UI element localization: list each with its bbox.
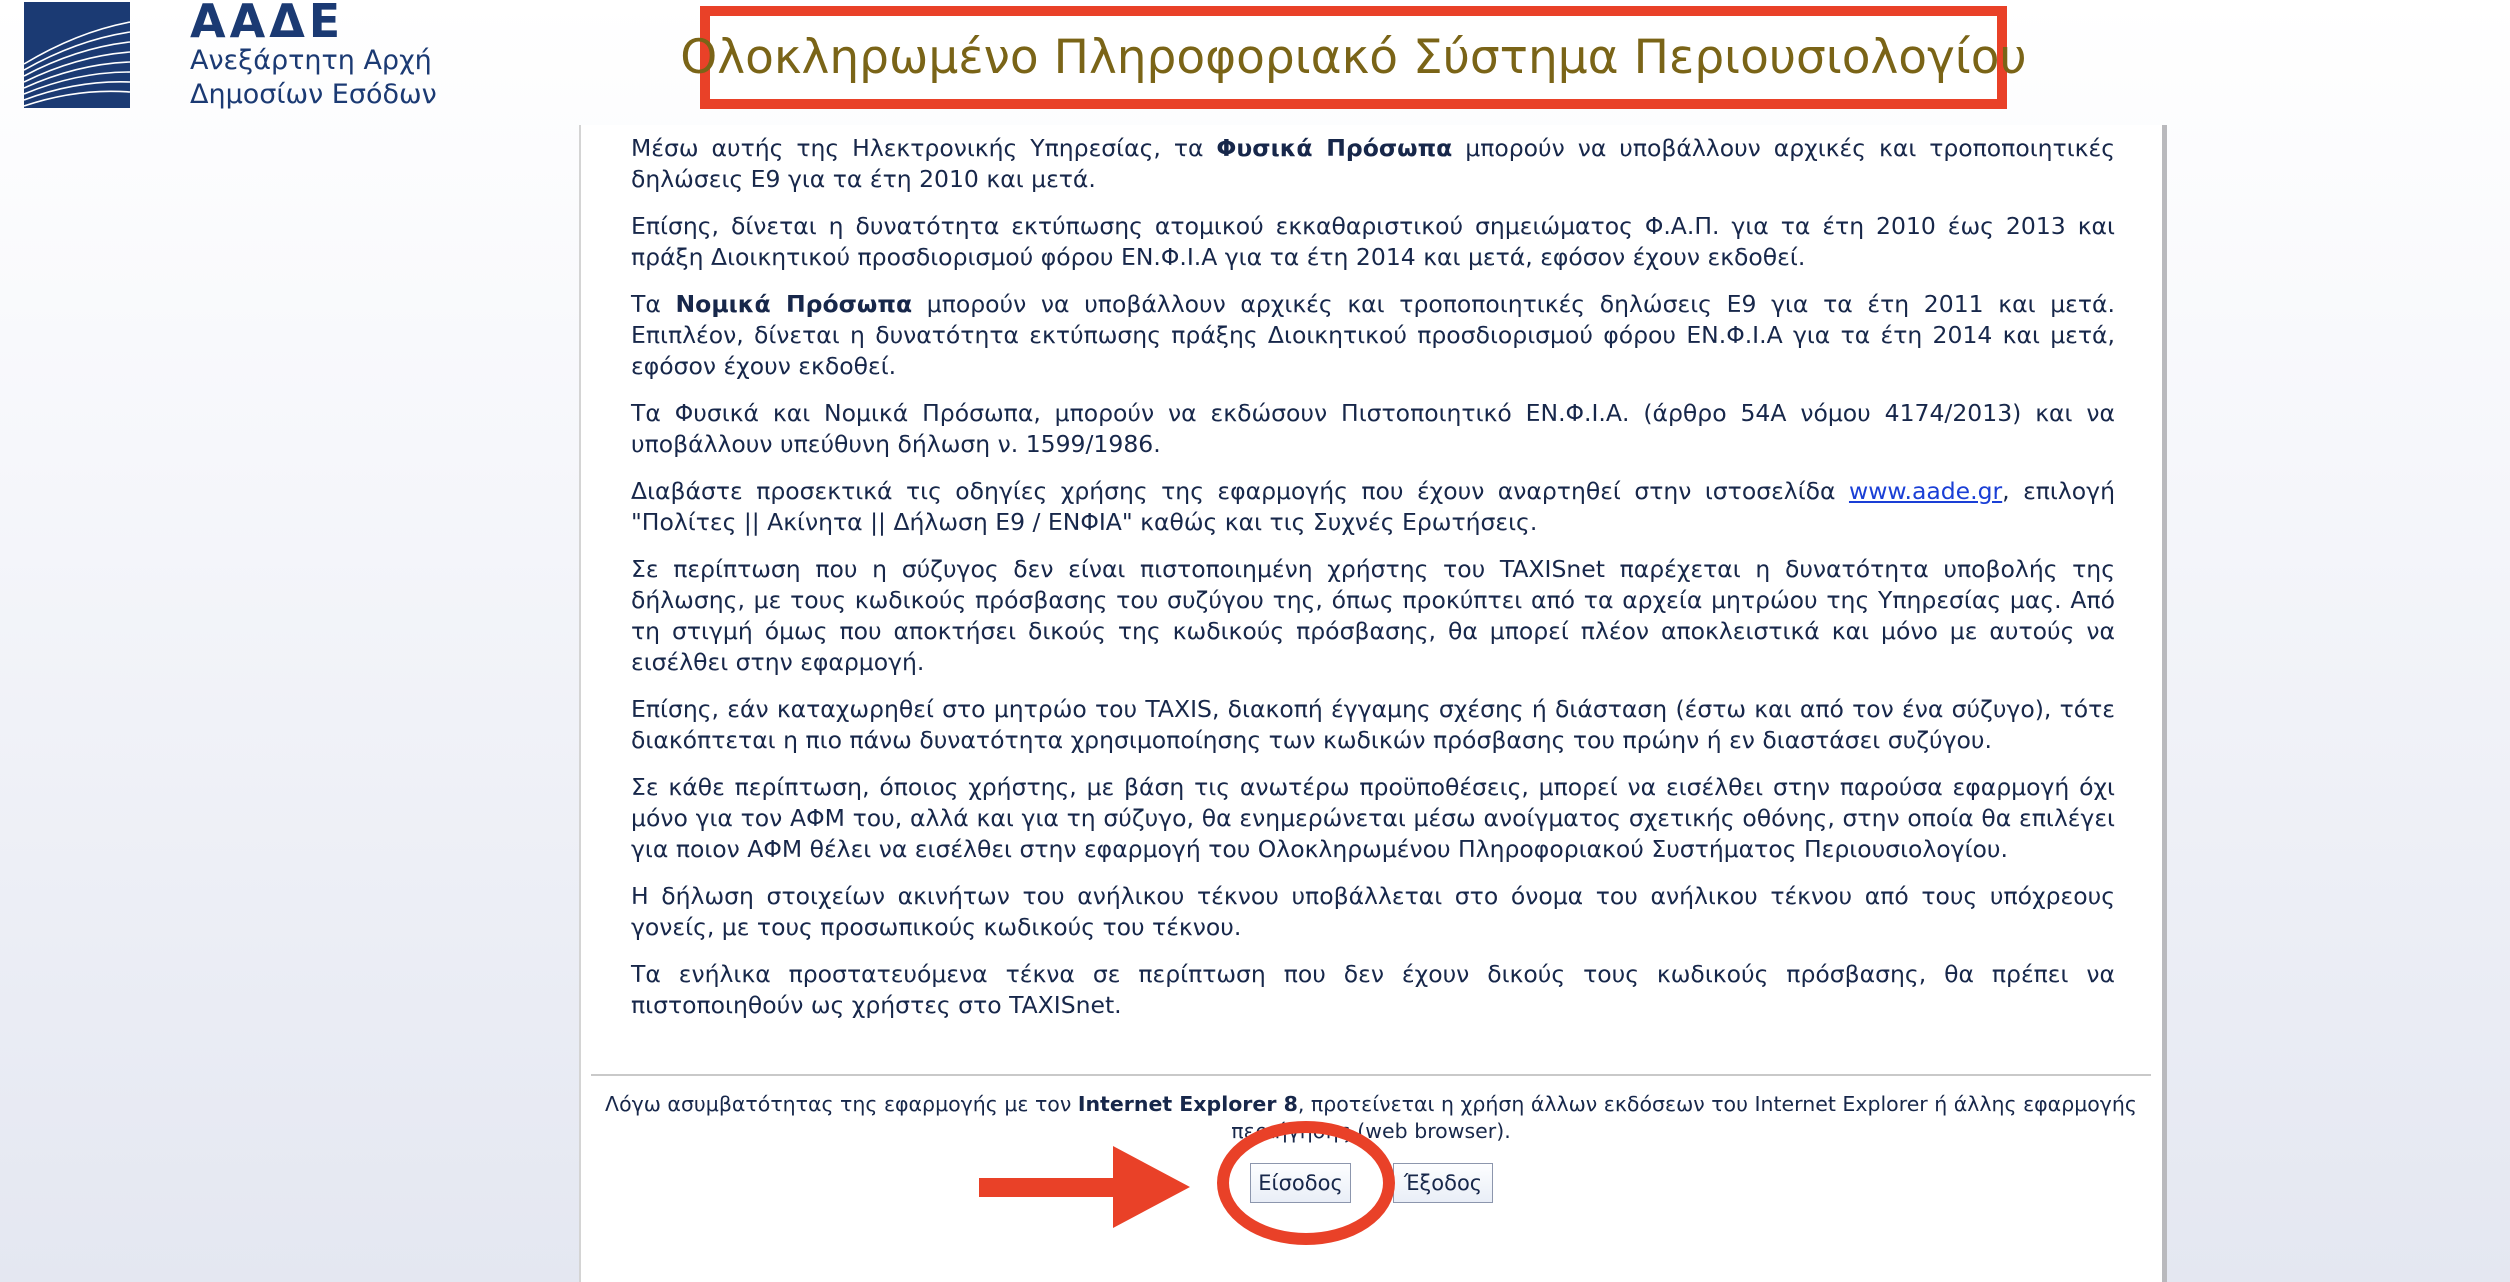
notice-text: Λόγω ασυμβατότητας της εφαρμογής με τον bbox=[605, 1092, 1078, 1116]
aade-logo-icon bbox=[24, 2, 130, 108]
notice-bold-text: Internet Explorer 8 bbox=[1077, 1092, 1298, 1116]
paragraph-text: μπορούν να υποβάλλουν αρχικές και τροποποιητικές δηλώσεις Ε9 για τα έτη 2010 και μετά. bbox=[631, 134, 2115, 193]
paragraph-text: Τα bbox=[631, 290, 676, 318]
paragraph-natural-persons bbox=[631, 133, 2115, 195]
brand-line-1: Ανεξάρτητη Αρχή bbox=[190, 45, 432, 76]
brand bbox=[190, 0, 437, 112]
paragraph-bold-text: Φυσικά Πρόσωπα bbox=[1216, 134, 1453, 162]
header bbox=[0, 0, 2510, 125]
paragraph-printing: Επίσης, δίνεται η δυνατότητα εκτύπωσης ατομικού εκκαθαριστικού σημειώματος Φ.Α.Π. για τα έτη 2010 έως 2013 και πράξη Διοικητικού προσδιορισμού φόρου ΕΝ.Φ.Ι.Α για τα έτη 2014 και μετά, εφόσον έχουν εκδοθεί. bbox=[631, 212, 2115, 271]
paragraph-separation: Επίσης, εάν καταχωρηθεί στο μητρώο του TAXIS, διακοπή έγγαμης σχέσης ή διάσταση (έστω και από τον ένα σύζυγο), τότε διακόπτεται η πιο πάνω δυνατότητα χρησιμοποίησης των κωδικών πρόσβασης του πρώην ή εν διαστάσει συζύγου. bbox=[631, 695, 2115, 754]
paragraph-afm-selection: Σε κάθε περίπτωση, όποιος χρήστης, με βάση τις ανωτέρω προϋποθέσεις, μπορεί να εισέλθει στην παρούσα εφαρμογή όχι μόνο για τον ΑΦΜ του, αλλά και για τη σύζυγο, θα ενημερώνεται μέσω ανοίγματος σχετικής οθόνης, στην οποία θα επιλέγει για ποιον ΑΦΜ θέλει να εισέλθει στην εφαρμογή του Ολοκληρωμένου Πληροφοριακού Συστήματος Περιουσιολογίου. bbox=[631, 773, 2115, 863]
paragraph-adult-dependents: Τα ενήλικα προστατευόμενα τέκνα σε περίπτωση που δεν έχουν δικούς τους κωδικούς πρόσβασης, θα πρέπει να πιστοποιηθούν ως χρήστες στο TAXISnet. bbox=[631, 960, 2115, 1019]
paragraph-minor-children: Η δήλωση στοιχείων ακινήτων του ανήλικου τέκνου υποβάλλεται στο όνομα του ανήλικου τέκνου από τους υπόχρεους γονείς, με τους προσωπικούς κωδικούς του τέκνου. bbox=[631, 882, 2115, 941]
aade-link[interactable]: www.aade.gr bbox=[1848, 477, 2003, 505]
paragraph-instructions bbox=[631, 476, 2115, 538]
notice-text: , προτείνεται η χρήση άλλων εκδόσεων του Internet Explorer ή άλλης εφαρμογής περιήγησης (web browser). bbox=[1231, 1092, 2137, 1143]
paragraph-legal-persons bbox=[631, 289, 2115, 382]
divider bbox=[591, 1074, 2151, 1076]
main-panel bbox=[579, 125, 2167, 1282]
page-title-box bbox=[680, 6, 2027, 109]
enter-button[interactable]: Είσοδος bbox=[1250, 1163, 1351, 1203]
paragraph-text: μπορούν να υποβάλλουν αρχικές και τροποποιητικές δηλώσεις Ε9 για τα έτη 2011 και μετά. Επιπλέον, δίνεται η δυνατότητα εκτύπωσης πράξης Διοικητικού προσδιορισμού φόρου ΕΝ.Φ.Ι.Α για τα έτη 2014 και μετά, εφόσον έχουν εκδοθεί. bbox=[631, 290, 2115, 380]
brand-name: ΑΑΔΕ bbox=[190, 0, 345, 48]
paragraph-certificate: Τα Φυσικά και Νομικά Πρόσωπα, μπορούν να εκδώσουν Πιστοποιητικό ΕΝ.Φ.Ι.Α. (άρθρο 54Α νόμου 4174/2013) και να υποβάλλουν υπεύθυνη δήλωση ν. 1599/1986. bbox=[631, 399, 2115, 458]
paragraph-spouse: Σε περίπτωση που η σύζυγος δεν είναι πιστοποιημένη χρήστης του TAXISnet παρέχεται η δυνατότητα υποβολής της δήλωσης, με τους κωδικούς πρόσβασης του συζύγου της, όπως προκύπτει από τα αρχεία μητρώου της Υπηρεσίας μας. Από τη στιγμή όμως που αποκτήσει δικούς της κωδικούς πρόσβασης, θα μπορεί πλέον αποκλειστικά και μόνο με αυτούς να εισέλθει στην εφαρμογή. bbox=[631, 555, 2115, 676]
page-title: Ολοκληρωμένο Πληροφοριακό Σύστημα Περιουσιολογίου bbox=[680, 30, 2027, 85]
paragraph-bold-text: Νομικά Πρόσωπα bbox=[675, 290, 913, 318]
exit-button[interactable]: Έξοδος bbox=[1393, 1163, 1493, 1203]
browser-notice bbox=[591, 1091, 2151, 1145]
info-content bbox=[631, 133, 2115, 1037]
paragraph-text: , επιλογή "Πολίτες || Ακίνητα || Δήλωση Ε9 / ΕΝΦΙΑ" καθώς και τις Συχνές Ερωτήσεις. bbox=[631, 477, 2115, 536]
paragraph-text: Διαβάστε προσεκτικά τις οδηγίες χρήσης της εφαρμογής που έχουν αναρτηθεί στην ιστοσελίδα bbox=[631, 477, 1849, 505]
paragraph-text: Μέσω αυτής της Ηλεκτρονικής Υπηρεσίας, τα bbox=[631, 134, 1217, 162]
brand-line-2: Δημοσίων Εσόδων bbox=[190, 79, 437, 110]
